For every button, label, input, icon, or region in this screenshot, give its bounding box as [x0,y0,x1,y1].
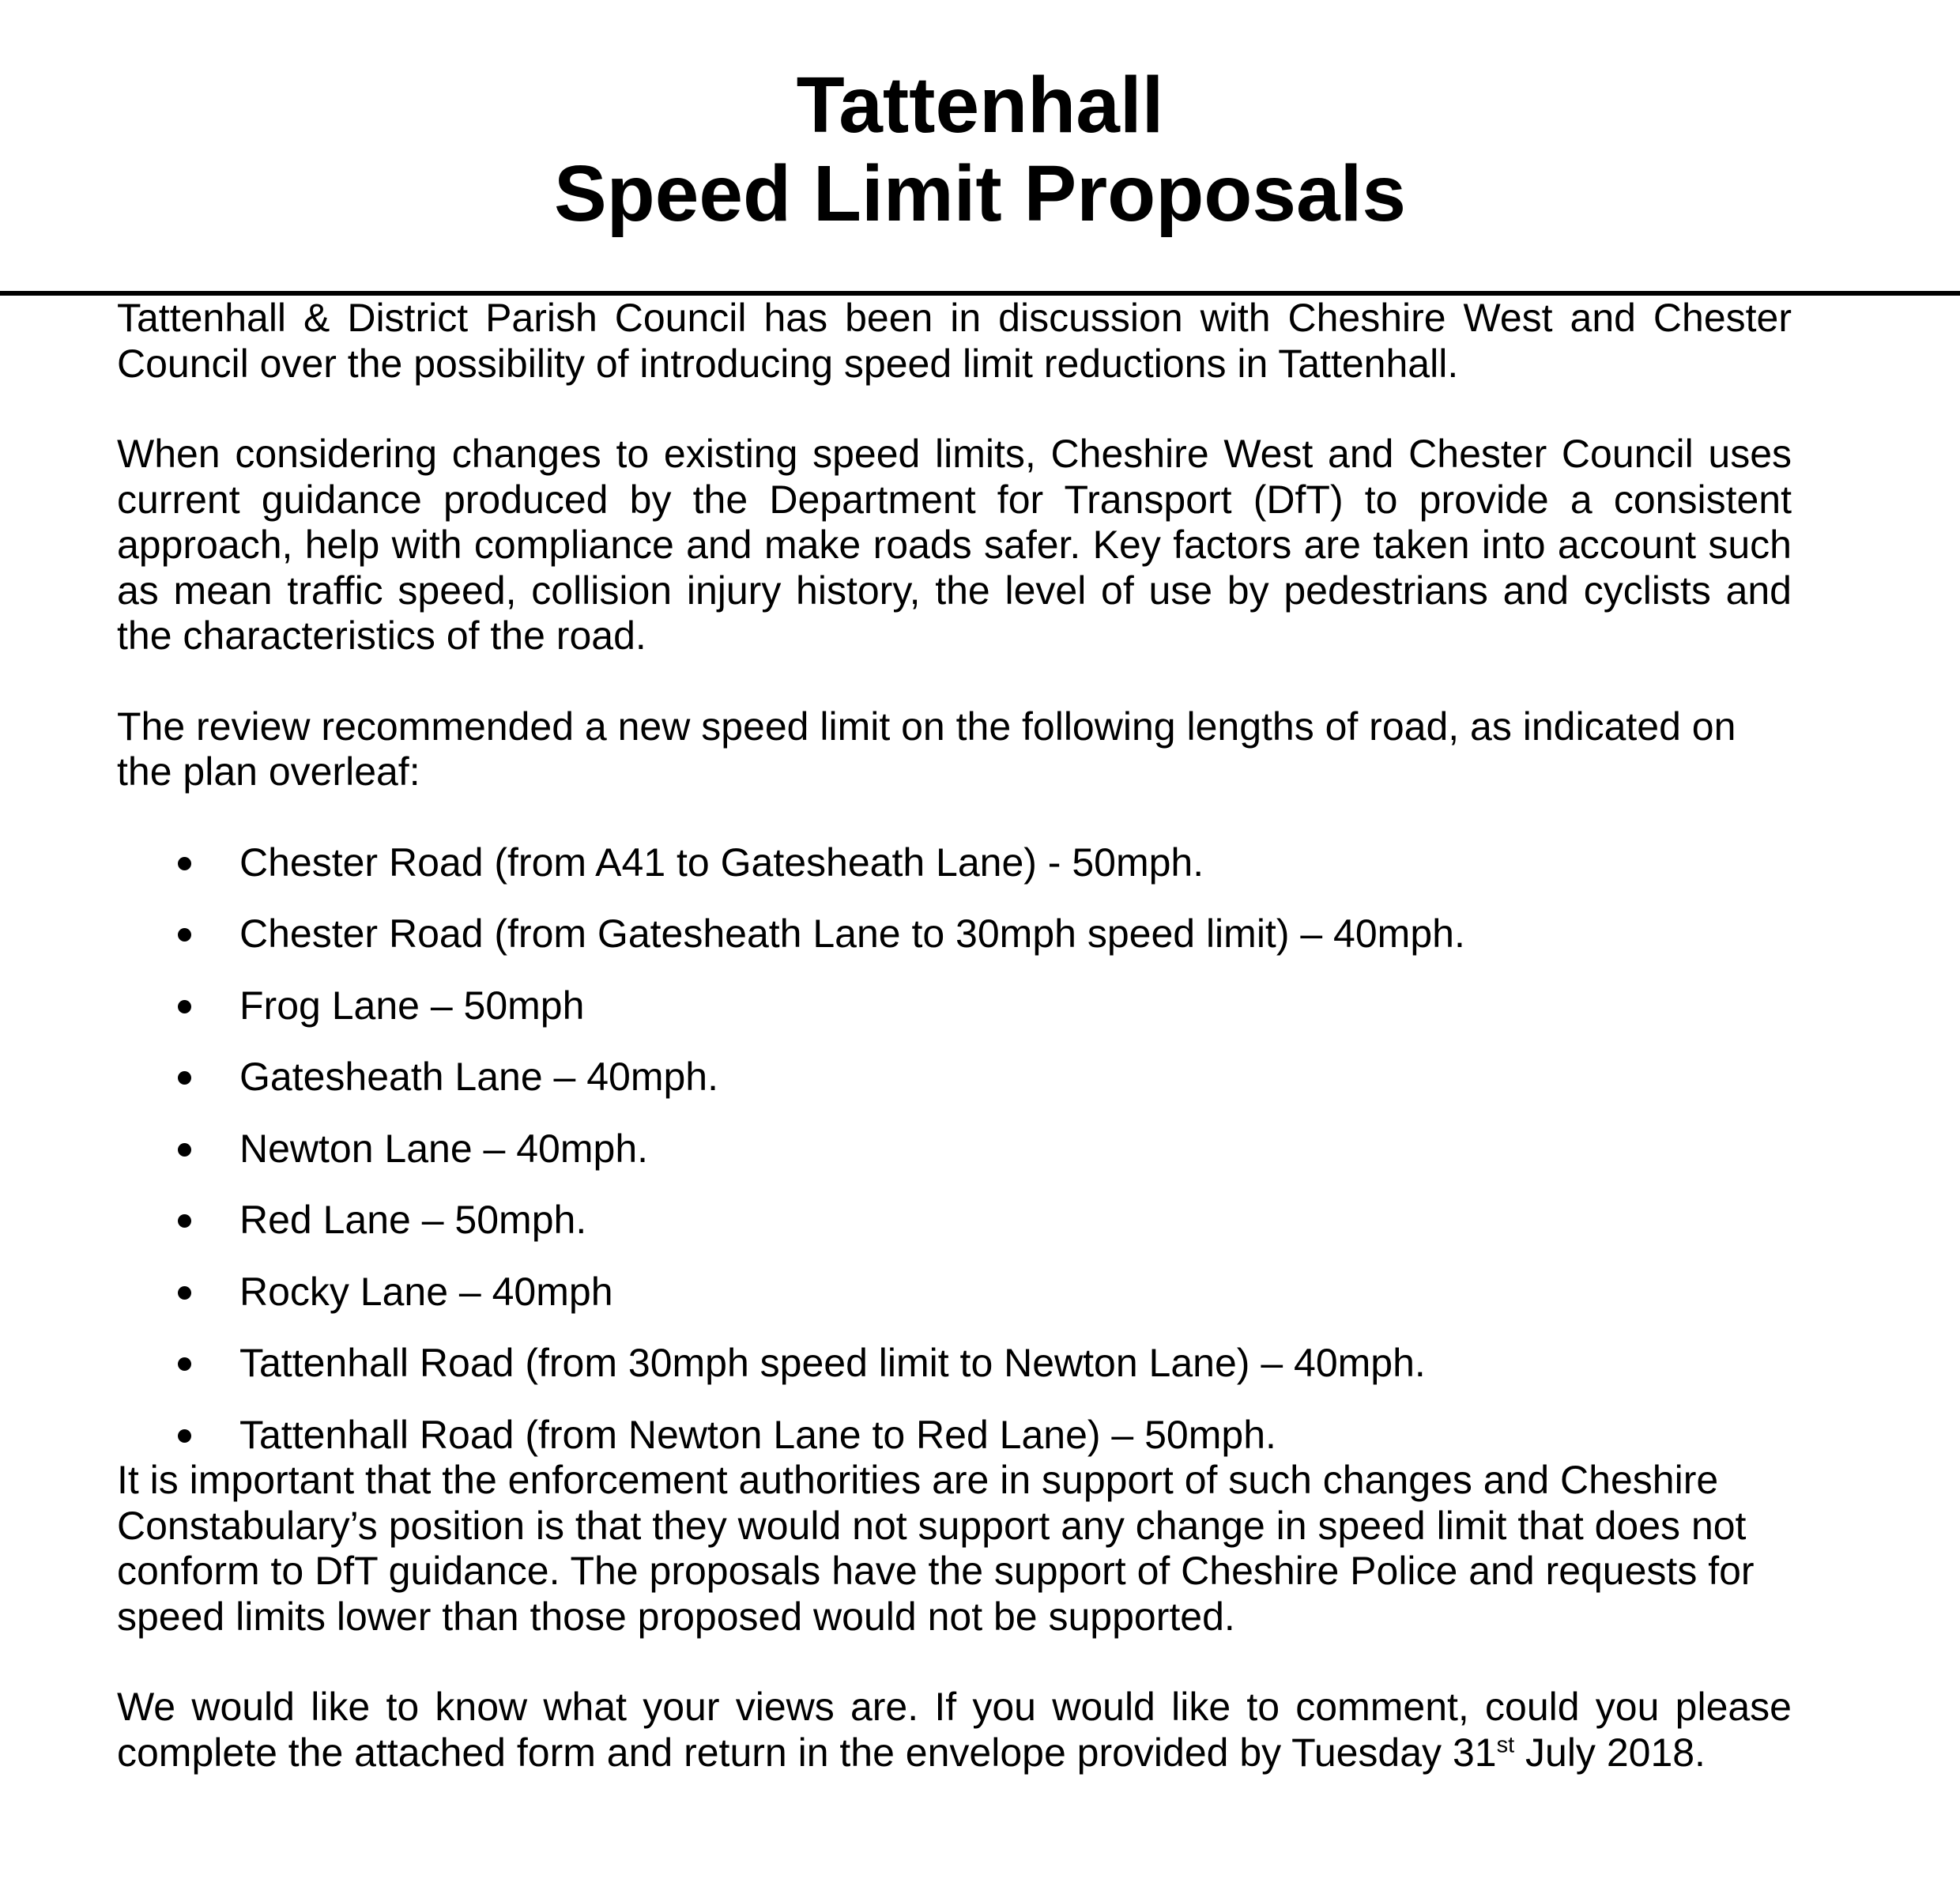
bullet-icon [178,1357,191,1371]
page-title-line1: Tattenhall [796,61,1164,149]
road-list-item [117,1270,1792,1315]
review-paragraph: The review recommended a new speed limit on the following lengths of road, as indicated on the plan overleaf: [117,704,1736,794]
road-speed-limit-list [117,840,1792,1459]
document-page [0,53,1960,1887]
road-list-item [117,911,1792,957]
closing-paragraph [117,1685,1792,1776]
road-list-item-text: Newton Lane – 40mph. [239,1126,649,1171]
guidance-paragraph: When considering changes to existing speed limits, Cheshire West and Chester Council uses current guidance produced by the Department for Transport (DfT) to provide a consistent approach, help with compliance and make roads safer. Key factors are taken into account such as mean traffic speed, collision injury history, the level of use by pedestrians and cyclists and the characteristics of the road. [117,432,1792,658]
road-list-item-text: Frog Lane – 50mph [239,983,585,1028]
bullet-icon [178,1071,191,1085]
road-list-item-text: Red Lane – 50mph. [239,1198,587,1242]
road-list-item-text: Tattenhall Road (from Newton Lane to Red Lane) – 50mph. [239,1412,1276,1457]
bullet-icon [178,1143,191,1157]
closing-text-before-date: We would like to know what your views are. If you would like to comment, could you please complete the attached form and return in the envelope provided by Tuesday 31 [117,1685,1792,1775]
road-list-item-text: Rocky Lane – 40mph [239,1269,613,1314]
road-list-item [117,840,1792,886]
page-title-line2: Speed Limit Proposals [553,149,1407,238]
bullet-icon [178,1286,191,1300]
road-list-item [117,983,1792,1029]
road-list-item [117,1341,1792,1387]
enforcement-paragraph: It is important that the enforcement authorities are in support of such changes and Cheshire Constabulary’s position is that they would not support any change in speed limit that does not conform to DfT guidance. The proposals have the support of Cheshire Police and requests for speed limits lower than those proposed would not be supported. [117,1458,1755,1639]
bullet-icon [178,857,191,870]
bullet-icon [178,1214,191,1228]
road-list-item-text: Chester Road (from A41 to Gatesheath Lane) - 50mph. [239,840,1204,885]
document-body [117,296,1792,1776]
road-list-item [117,1413,1792,1459]
intro-paragraph: Tattenhall & District Parish Council has been in discussion with Cheshire West and Chester Council over the possibility of introducing speed limit reductions in Tattenhall. [117,296,1792,386]
page-title [0,53,1960,238]
bullet-icon [178,928,191,942]
bullet-icon [178,1429,191,1443]
bullet-icon [178,1000,191,1013]
road-list-item-text: Tattenhall Road (from 30mph speed limit to Newton Lane) – 40mph. [239,1341,1426,1385]
road-list-item-text: Chester Road (from Gatesheath Lane to 30mph speed limit) – 40mph. [239,911,1465,956]
date-ordinal-superscript: st [1496,1731,1515,1757]
closing-text-after-date: July 2018. [1514,1730,1706,1775]
road-list-item [117,1198,1792,1244]
road-list-item-text: Gatesheath Lane – 40mph. [239,1055,719,1099]
road-list-item [117,1127,1792,1172]
road-list-item [117,1055,1792,1100]
